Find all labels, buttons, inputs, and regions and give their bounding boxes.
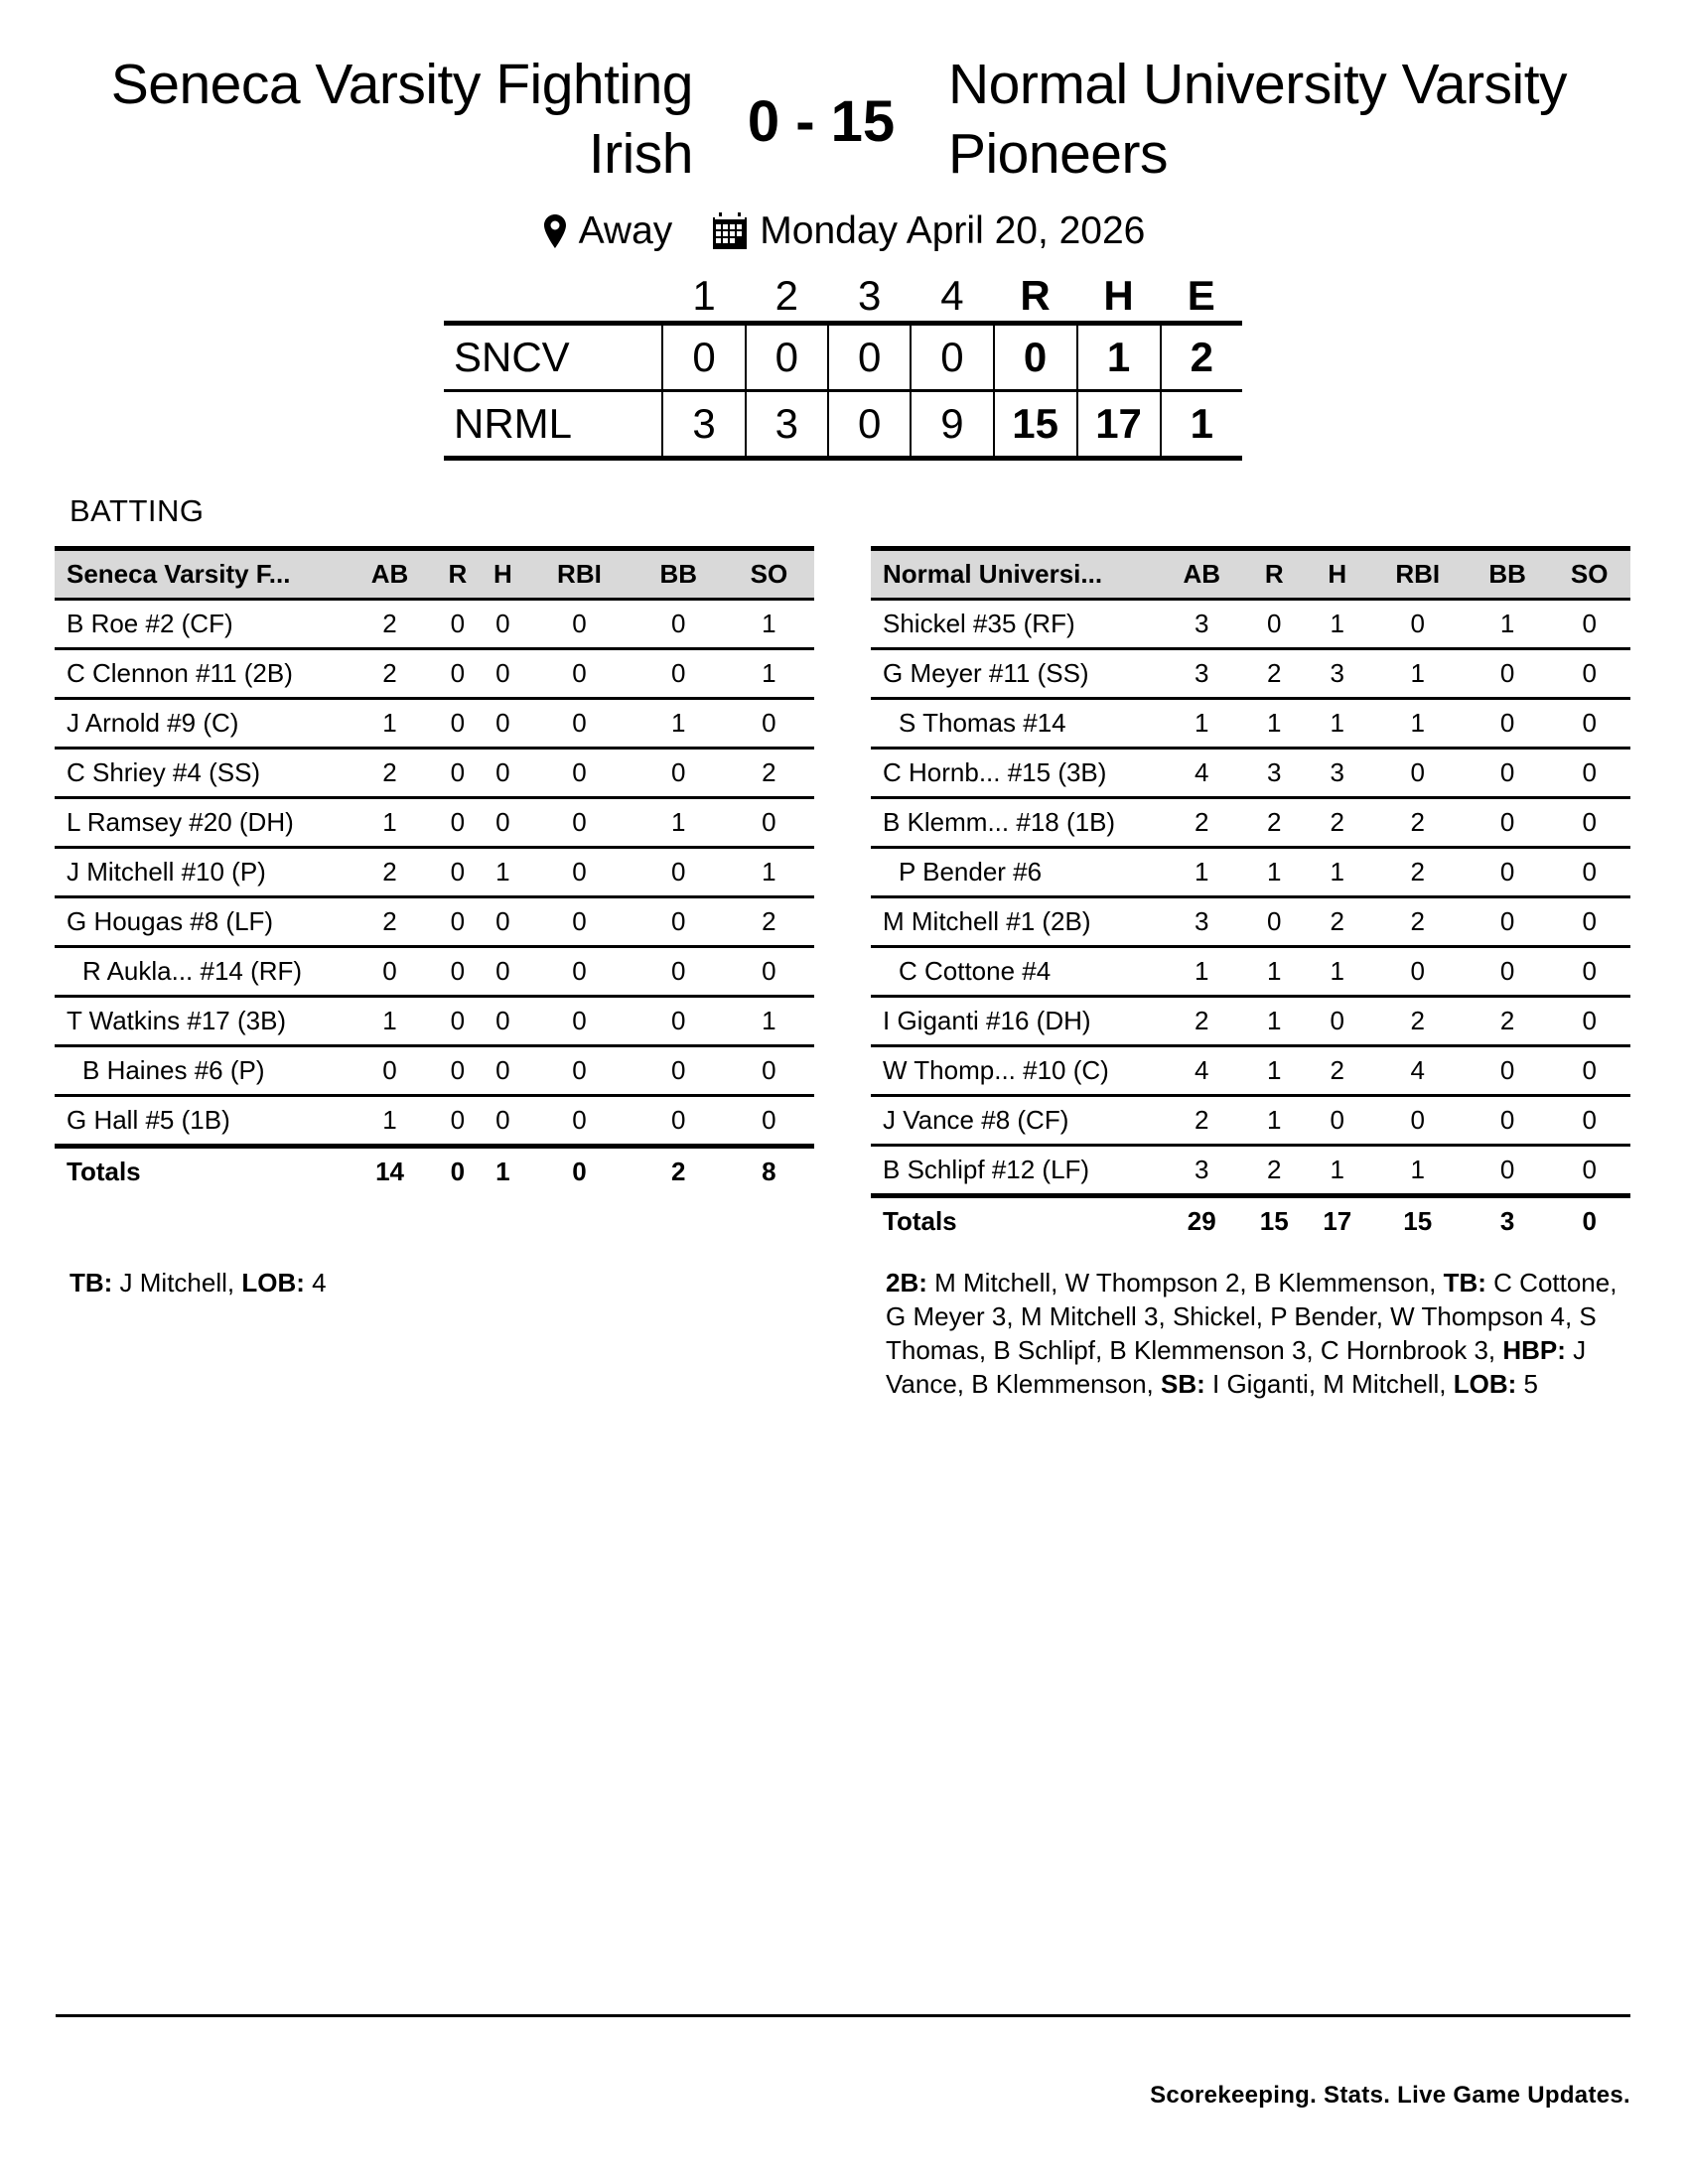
- stat-value: 1: [1243, 848, 1307, 897]
- linescore-header-row: [444, 270, 1242, 324]
- stat-value: 1: [1306, 600, 1369, 649]
- linescore-col-header: E: [1187, 271, 1215, 319]
- stat-value: 1: [345, 997, 435, 1046]
- stat-value: 2: [1306, 798, 1369, 848]
- player-name: P Bender #6: [871, 848, 1161, 897]
- stat-value: 1: [724, 649, 814, 699]
- stat-value: 0: [1369, 1096, 1467, 1146]
- stat-value: 0: [1548, 1046, 1630, 1096]
- stat-value: 3: [1161, 600, 1243, 649]
- batting-row: [871, 1146, 1630, 1196]
- stat-value: 0: [525, 897, 633, 947]
- stat-value: 0: [435, 798, 481, 848]
- total-value: 14: [375, 1157, 404, 1186]
- stat-value: 0: [525, 749, 633, 798]
- player-name: G Hougas #8 (LF): [55, 897, 345, 947]
- batting-col-header: AB: [345, 549, 435, 600]
- stat-value: 0: [481, 749, 526, 798]
- away-batting-table: [871, 546, 1630, 1245]
- linescore-col-header: 1: [692, 271, 716, 319]
- player-name: S Thomas #14: [871, 699, 1161, 749]
- stat-value: 0: [435, 897, 481, 947]
- batting-team-header: Seneca Varsity F...: [55, 549, 345, 600]
- batting-col-header: BB: [1467, 549, 1549, 600]
- batting-row: [55, 1046, 814, 1096]
- stat-value: 0: [1548, 1146, 1630, 1196]
- location: [543, 209, 673, 253]
- inning-score: 0: [746, 324, 828, 391]
- note-text: C Cottone, G Meyer 3, M Mitchell 3, Shickel, P Bender, W Thompson 4, S Thomas, B Schlipf, B Klemmenson 3, C Hornbrook 3,: [886, 1268, 1618, 1365]
- batting-row: [55, 798, 814, 848]
- stat-value: 0: [1369, 749, 1467, 798]
- total-value: 15: [1403, 1206, 1433, 1236]
- errors-total: 1: [1161, 391, 1242, 459]
- linescore-row: [444, 391, 1242, 459]
- stat-value: 0: [481, 699, 526, 749]
- stat-value: 0: [1548, 947, 1630, 997]
- linescore-team: NRML: [444, 391, 662, 459]
- player-name: C Cottone #4: [871, 947, 1161, 997]
- stat-value: 0: [481, 897, 526, 947]
- inning-score: 0: [828, 391, 911, 459]
- runs-total: 15: [994, 391, 1077, 459]
- stat-value: 1: [1467, 600, 1549, 649]
- stat-value: 0: [525, 600, 633, 649]
- note-text: 4: [304, 1268, 327, 1297]
- stat-value: 0: [525, 798, 633, 848]
- stat-value: 0: [435, 1096, 481, 1147]
- batting-row: [871, 947, 1630, 997]
- batting-col-header: BB: [633, 549, 724, 600]
- batting-row: [55, 699, 814, 749]
- stat-value: 0: [1467, 699, 1549, 749]
- stat-value: 0: [1548, 798, 1630, 848]
- batting-col-header: RBI: [525, 549, 633, 600]
- stat-value: 0: [1548, 749, 1630, 798]
- home-batting-notes: [70, 1266, 804, 1299]
- stat-value: 0: [1306, 997, 1369, 1046]
- linescore-team: SNCV: [444, 324, 662, 391]
- stat-value: 0: [724, 1096, 814, 1147]
- stat-value: 2: [1161, 997, 1243, 1046]
- stat-value: 0: [1548, 997, 1630, 1046]
- note-text: 5: [1516, 1369, 1538, 1399]
- errors-total: 2: [1161, 324, 1242, 391]
- total-value: 3: [1499, 1206, 1515, 1236]
- note-label: LOB:: [241, 1268, 305, 1297]
- stat-value: 2: [1369, 798, 1467, 848]
- linescore-col-header: 2: [774, 271, 798, 319]
- batting-col-header: H: [481, 549, 526, 600]
- player-name: C Clennon #11 (2B): [55, 649, 345, 699]
- away-team-name: Normal University Varsity Pioneers: [948, 53, 1568, 186]
- stat-value: 0: [1548, 848, 1630, 897]
- date-label: Monday April 20, 2026: [760, 209, 1146, 252]
- stat-value: 2: [345, 897, 435, 947]
- batting-row: [55, 897, 814, 947]
- total-value: 8: [762, 1157, 776, 1186]
- totals-label: Totals: [67, 1157, 141, 1186]
- player-name: G Meyer #11 (SS): [871, 649, 1161, 699]
- stat-value: 1: [1306, 947, 1369, 997]
- stat-value: 4: [1161, 1046, 1243, 1096]
- stat-value: 1: [724, 600, 814, 649]
- map-pin-icon: [543, 213, 567, 249]
- player-name: J Vance #8 (CF): [871, 1096, 1161, 1146]
- note-text: J Vance, B Klemmenson,: [886, 1335, 1587, 1399]
- stat-value: 0: [1369, 947, 1467, 997]
- inning-score: 0: [828, 324, 911, 391]
- stat-value: 0: [481, 1096, 526, 1147]
- stat-value: 0: [1548, 1096, 1630, 1146]
- stat-value: 0: [1548, 600, 1630, 649]
- stat-value: 0: [1548, 649, 1630, 699]
- stat-value: 3: [1306, 749, 1369, 798]
- stat-value: 0: [481, 1046, 526, 1096]
- stat-value: 0: [1467, 798, 1549, 848]
- batting-row: [55, 1096, 814, 1147]
- stat-value: 0: [525, 997, 633, 1046]
- stat-value: 2: [345, 848, 435, 897]
- stat-value: 1: [1243, 1046, 1307, 1096]
- stat-value: 1: [1243, 947, 1307, 997]
- stat-value: 1: [1243, 699, 1307, 749]
- footer-tagline: Scorekeeping. Stats. Live Game Updates.: [1150, 2082, 1630, 2109]
- stat-value: 0: [525, 699, 633, 749]
- stat-value: 3: [1243, 749, 1307, 798]
- stat-value: 0: [724, 699, 814, 749]
- batting-row: [871, 600, 1630, 649]
- player-name: C Hornb... #15 (3B): [871, 749, 1161, 798]
- player-name: W Thomp... #10 (C): [871, 1046, 1161, 1096]
- stat-value: 1: [1306, 1146, 1369, 1196]
- stat-value: 0: [525, 1096, 633, 1147]
- stat-value: 0: [633, 1096, 724, 1147]
- stat-value: 0: [633, 1046, 724, 1096]
- stat-value: 0: [633, 749, 724, 798]
- player-name: B Schlipf #12 (LF): [871, 1146, 1161, 1196]
- stat-value: 1: [1306, 699, 1369, 749]
- batting-row: [871, 649, 1630, 699]
- stat-value: 1: [345, 1096, 435, 1147]
- stat-value: 0: [481, 798, 526, 848]
- location-label: Away: [578, 209, 673, 252]
- player-name: B Roe #2 (CF): [55, 600, 345, 649]
- stat-value: 0: [1243, 897, 1307, 947]
- stat-value: 0: [1467, 897, 1549, 947]
- stat-value: 0: [435, 848, 481, 897]
- stat-value: 0: [1306, 1096, 1369, 1146]
- stat-value: 0: [1243, 600, 1307, 649]
- stat-value: 1: [1369, 699, 1467, 749]
- player-name: M Mitchell #1 (2B): [871, 897, 1161, 947]
- stat-value: 0: [1467, 947, 1549, 997]
- stat-value: 2: [1369, 897, 1467, 947]
- note-label: SB:: [1161, 1369, 1205, 1399]
- batting-row: [55, 649, 814, 699]
- stat-value: 0: [1548, 699, 1630, 749]
- note-text: J Mitchell,: [112, 1268, 242, 1297]
- stat-value: 1: [1161, 947, 1243, 997]
- stat-value: 2: [345, 600, 435, 649]
- inning-score: 3: [746, 391, 828, 459]
- stat-value: 1: [1161, 699, 1243, 749]
- batting-row: [55, 947, 814, 997]
- stat-value: 0: [435, 600, 481, 649]
- stat-value: 0: [1467, 1046, 1549, 1096]
- linescore-col-header: H: [1103, 271, 1134, 319]
- away-batting-notes: [886, 1266, 1620, 1401]
- batting-row: [55, 749, 814, 798]
- total-value: 29: [1187, 1206, 1216, 1236]
- player-name: T Watkins #17 (3B): [55, 997, 345, 1046]
- stat-value: 0: [345, 947, 435, 997]
- batting-row: [55, 997, 814, 1046]
- batting-row: [871, 699, 1630, 749]
- player-name: C Shriey #4 (SS): [55, 749, 345, 798]
- stat-value: 2: [1243, 798, 1307, 848]
- linescore-corner: [444, 270, 662, 324]
- stat-value: 1: [1306, 848, 1369, 897]
- batting-col-header: AB: [1161, 549, 1243, 600]
- batting-col-header: RBI: [1369, 549, 1467, 600]
- totals-label: Totals: [883, 1206, 957, 1236]
- calendar-icon: [712, 212, 748, 250]
- batting-totals-row: [871, 1196, 1630, 1246]
- inning-score: 9: [911, 391, 993, 459]
- batting-col-header: H: [1306, 549, 1369, 600]
- stat-value: 1: [1243, 1096, 1307, 1146]
- stat-value: 0: [481, 600, 526, 649]
- player-name: I Giganti #16 (DH): [871, 997, 1161, 1046]
- stat-value: 1: [724, 997, 814, 1046]
- batting-totals-row: [55, 1147, 814, 1196]
- stat-value: 0: [525, 947, 633, 997]
- stat-value: 0: [435, 649, 481, 699]
- stat-value: 1: [345, 798, 435, 848]
- stat-value: 0: [1467, 649, 1549, 699]
- stat-value: 1: [724, 848, 814, 897]
- stat-value: 0: [481, 947, 526, 997]
- total-value: 2: [671, 1157, 686, 1186]
- batting-section-title: BATTING: [70, 493, 205, 528]
- stat-value: 3: [1161, 649, 1243, 699]
- player-name: J Arnold #9 (C): [55, 699, 345, 749]
- player-name: B Klemm... #18 (1B): [871, 798, 1161, 848]
- batting-row: [871, 997, 1630, 1046]
- stat-value: 0: [525, 649, 633, 699]
- total-value: 17: [1323, 1206, 1352, 1236]
- stat-value: 2: [1467, 997, 1549, 1046]
- stat-value: 0: [1548, 897, 1630, 947]
- stat-value: 0: [1467, 848, 1549, 897]
- stat-value: 0: [633, 947, 724, 997]
- runs-total: 0: [994, 324, 1077, 391]
- stat-value: 0: [1369, 600, 1467, 649]
- home-team-name: Seneca Varsity Fighting Irish: [110, 53, 693, 186]
- batting-row: [871, 897, 1630, 947]
- stat-value: 4: [1161, 749, 1243, 798]
- inning-score: 0: [911, 324, 993, 391]
- stat-value: 0: [525, 1046, 633, 1096]
- stat-value: 1: [633, 699, 724, 749]
- total-value: 0: [1582, 1206, 1597, 1236]
- stat-value: 1: [1243, 997, 1307, 1046]
- stat-value: 2: [1306, 1046, 1369, 1096]
- stat-value: 0: [633, 897, 724, 947]
- total-value: 1: [495, 1157, 510, 1186]
- player-name: L Ramsey #20 (DH): [55, 798, 345, 848]
- batting-team-header: Normal Universi...: [871, 549, 1161, 600]
- stat-value: 0: [1467, 749, 1549, 798]
- batting-row: [871, 1096, 1630, 1146]
- stat-value: 2: [724, 749, 814, 798]
- stat-value: 0: [345, 1046, 435, 1096]
- note-label: LOB:: [1453, 1369, 1517, 1399]
- stat-value: 0: [633, 997, 724, 1046]
- player-name: B Haines #6 (P): [55, 1046, 345, 1096]
- batting-row: [871, 798, 1630, 848]
- batting-row: [55, 600, 814, 649]
- stat-value: 0: [481, 997, 526, 1046]
- player-name: Shickel #35 (RF): [871, 600, 1161, 649]
- stat-value: 2: [1243, 1146, 1307, 1196]
- stat-value: 2: [345, 649, 435, 699]
- note-label: TB:: [1443, 1268, 1486, 1297]
- stat-value: 0: [724, 1046, 814, 1096]
- stat-value: 0: [435, 749, 481, 798]
- stat-value: 2: [1161, 798, 1243, 848]
- note-label: 2B:: [886, 1268, 927, 1297]
- inning-score: 3: [662, 391, 745, 459]
- stat-value: 1: [1161, 848, 1243, 897]
- stat-value: 0: [481, 649, 526, 699]
- stat-value: 1: [1369, 1146, 1467, 1196]
- note-text: M Mitchell, W Thompson 2, B Klemmenson,: [926, 1268, 1444, 1297]
- total-value: 0: [572, 1157, 587, 1186]
- stat-value: 0: [435, 997, 481, 1046]
- game-meta: [0, 205, 1688, 257]
- stat-value: 2: [724, 897, 814, 947]
- stat-value: 4: [1369, 1046, 1467, 1096]
- total-value: 15: [1259, 1206, 1289, 1236]
- linescore-row: [444, 324, 1242, 391]
- stat-value: 0: [633, 600, 724, 649]
- stat-value: 2: [345, 749, 435, 798]
- stat-value: 3: [1161, 897, 1243, 947]
- inning-score: 0: [662, 324, 745, 391]
- note-label: HBP:: [1502, 1335, 1566, 1365]
- home-batting-table: [55, 546, 814, 1195]
- final-score: 0 - 15: [747, 89, 896, 154]
- stat-value: 0: [525, 848, 633, 897]
- hits-total: 1: [1077, 324, 1161, 391]
- hits-total: 17: [1077, 391, 1161, 459]
- stat-value: 1: [1369, 649, 1467, 699]
- stat-value: 0: [724, 798, 814, 848]
- stat-value: 3: [1161, 1146, 1243, 1196]
- batting-col-header: R: [1243, 549, 1307, 600]
- stat-value: 2: [1369, 997, 1467, 1046]
- stat-value: 0: [435, 1046, 481, 1096]
- batting-row: [871, 848, 1630, 897]
- batting-row: [871, 749, 1630, 798]
- linescore-table: [444, 270, 1242, 461]
- stat-value: 1: [345, 699, 435, 749]
- stat-value: 0: [633, 649, 724, 699]
- stat-value: 0: [724, 947, 814, 997]
- player-name: R Aukla... #14 (RF): [55, 947, 345, 997]
- batting-header-row: [871, 549, 1630, 600]
- note-text: I Giganti, M Mitchell,: [1204, 1369, 1454, 1399]
- total-value: 0: [450, 1157, 466, 1186]
- batting-row: [55, 848, 814, 897]
- linescore-col-header: 3: [857, 271, 882, 319]
- note-label: TB:: [70, 1268, 113, 1297]
- batting-col-header: SO: [1548, 549, 1630, 600]
- batting-row: [871, 1046, 1630, 1096]
- player-name: G Hall #5 (1B): [55, 1096, 345, 1147]
- game-date: [712, 209, 1145, 253]
- stat-value: 0: [633, 848, 724, 897]
- batting-col-header: SO: [724, 549, 814, 600]
- linescore-col-header: 4: [940, 271, 964, 319]
- footer-divider: [56, 2014, 1630, 2017]
- stat-value: 1: [481, 848, 526, 897]
- stat-value: 2: [1306, 897, 1369, 947]
- player-name: J Mitchell #10 (P): [55, 848, 345, 897]
- stat-value: 1: [633, 798, 724, 848]
- stat-value: 3: [1306, 649, 1369, 699]
- linescore-col-header: R: [1020, 271, 1051, 319]
- stat-value: 0: [1467, 1146, 1549, 1196]
- batting-header-row: [55, 549, 814, 600]
- stat-value: 0: [435, 947, 481, 997]
- stat-value: 0: [1467, 1096, 1549, 1146]
- stat-value: 2: [1161, 1096, 1243, 1146]
- stat-value: 2: [1369, 848, 1467, 897]
- batting-col-header: R: [435, 549, 481, 600]
- stat-value: 2: [1243, 649, 1307, 699]
- stat-value: 0: [435, 699, 481, 749]
